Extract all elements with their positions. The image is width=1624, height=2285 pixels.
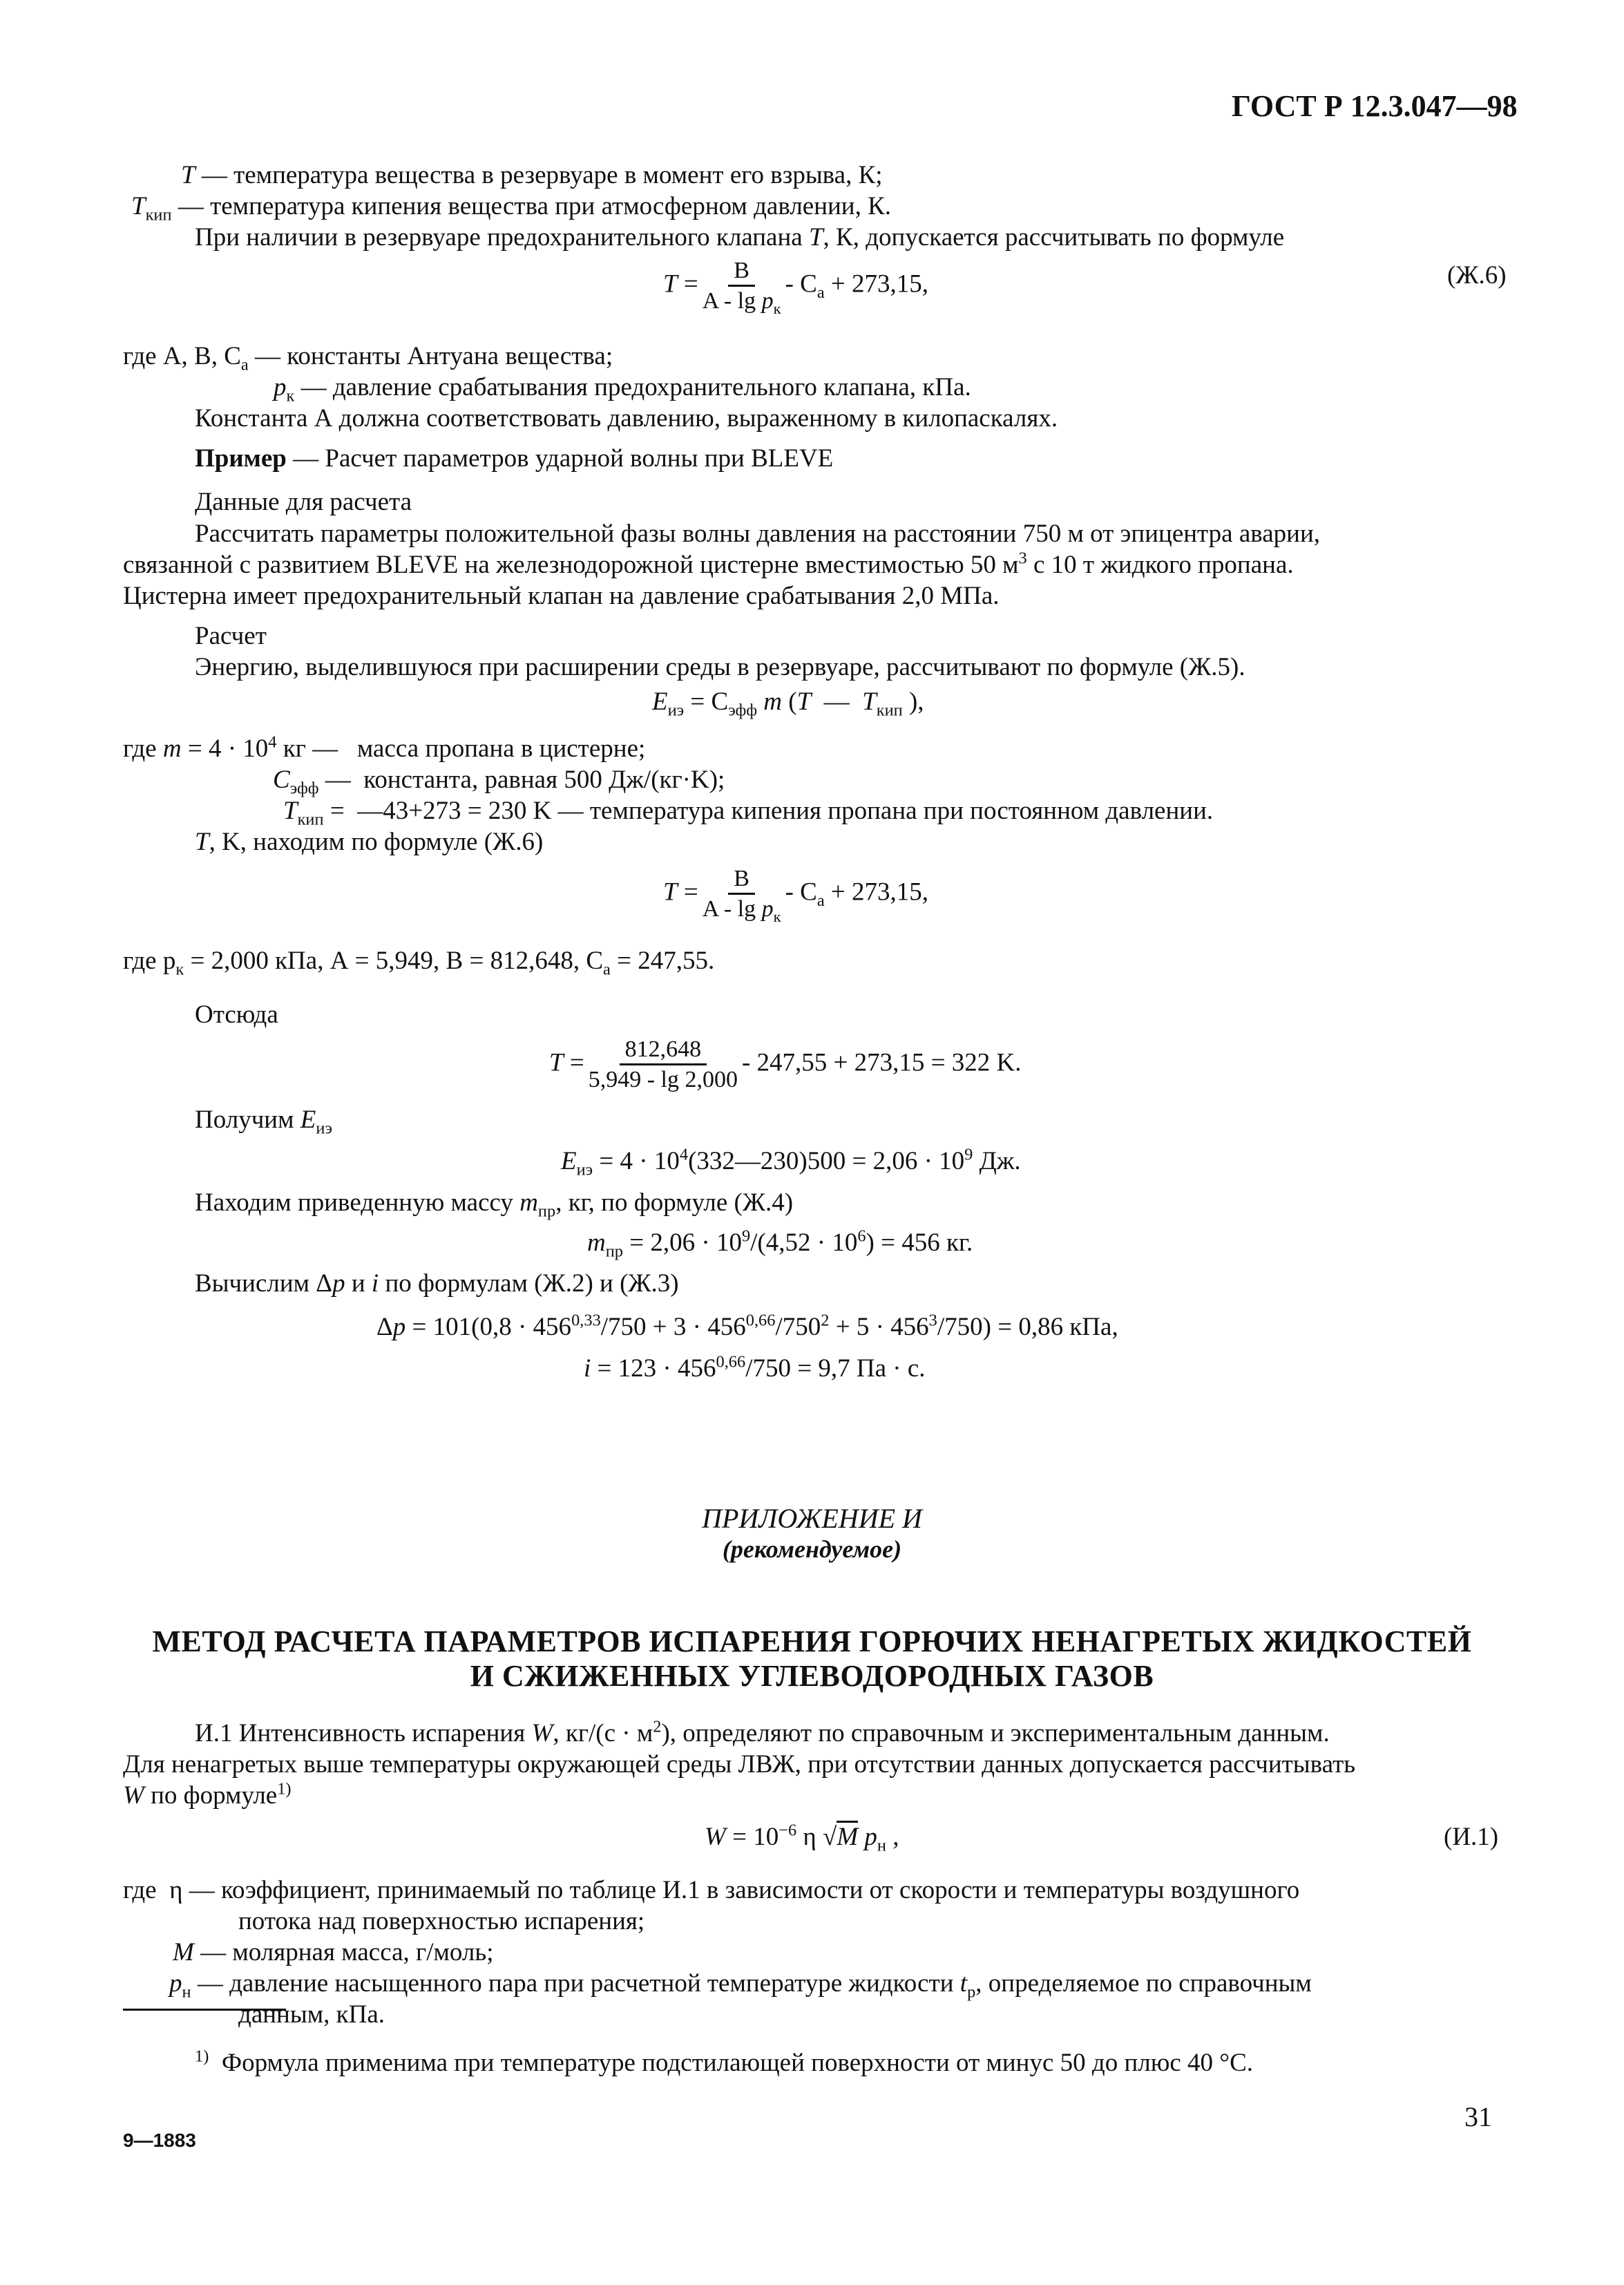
page-number: 31	[1464, 2101, 1492, 2132]
const-a: Константа А должна соответствовать давлению, выраженному в килопаскалях.	[195, 404, 1058, 433]
i1-line-2: Для ненагретых выше температуры окружающей среды ЛВЖ, при отсутствии данных допускается рассчитывать	[123, 1750, 1356, 1779]
data-heading: Данные для расчета	[195, 488, 412, 516]
print-code: 9—1883	[123, 2130, 196, 2151]
def-antoine: где А, В, $C_a$ — константы Антуана вещества;	[123, 342, 613, 374]
appendix-subtitle: (рекомендуемое)	[722, 1535, 902, 1563]
appendix-title: ПРИЛОЖЕНИЕ И	[702, 1503, 922, 1534]
example: Пример — Расчет параметров ударной волны при BLEVE	[195, 444, 834, 473]
i1-line-1: И.1 Интенсивность испарения W, $кг/(с \cdot м^2)$, определяют по справочным и экспериментальным данным.	[195, 1717, 1330, 1747]
section-title-2: И СЖИЖЕННЫХ УГЛЕВОДОРОДНЫХ ГАЗОВ	[470, 1659, 1154, 1693]
formula-i1-label: (И.1)	[1444, 1823, 1499, 1851]
calc-dp: Вычислим Δp и i по формулам (Ж.2) и (Ж.3)	[195, 1269, 679, 1298]
formula-j6-label: (Ж.6)	[1447, 261, 1507, 290]
footnote: $^{1)}$ Формула применима при температуре подстилающей поверхности от минус 50 до плюс 40 °С.	[195, 2047, 1253, 2077]
find-t: T, K, находим по формуле (Ж.6)	[195, 828, 544, 856]
def-tkip: $T_{кип}$ — температура кипения вещества при атмосферном давлении, К.	[131, 192, 892, 225]
data-line-2: связанной с развитием BLEVE на железнодорожной цистерне вместимостью 50 $м^3$ с 10 т жидкого пропана.	[123, 549, 1294, 579]
section-title-1: МЕТОД РАСЧЕТА ПАРАМЕТРОВ ИСПАРЕНИЯ ГОРЮЧИХ НЕНАГРЕТЫХ ЖИДКОСТЕЙ	[152, 1624, 1472, 1658]
def-m-molar: M — молярная масса, г/моль;	[173, 1938, 494, 1966]
def-pn: $p_н$ — давление насыщенного пара при расчетной температуре жидкости $t_р$, определяемое по справочным	[169, 1969, 1312, 2002]
footnote-divider	[123, 2009, 286, 2011]
formula-e: $E_{иэ} = C_{эфф}$ m (T — $T_{кип}$ ),	[652, 688, 924, 720]
def-pk: $p_к$ — давление срабатывания предохранительного клапана, кПа.	[274, 373, 971, 406]
def-eta: где η — коэффициент, принимаемый по таблице И.1 в зависимости от скорости и температуры воздушного	[123, 1876, 1300, 1904]
formula-j6-repeat: T = $\frac{B}{A - \lg p_к}$ - $C_a + 273,15$,	[663, 866, 929, 926]
formula-i1: $W = 10^{-6}$ η √M $p_н$ ,	[705, 1821, 899, 1855]
formula-dp: $\Delta p = 101(0,8 \cdot 456^{0,33}/750 + 3 \cdot 456^{0,66}/750^2 + 5 \cdot 456^3/750) = 0,86$ кПа,	[376, 1311, 1118, 1341]
def-t: T — температура вещества в резервуаре в момент его взрыва, К;	[181, 161, 883, 189]
find-m: Находим приведенную массу $m_{пр}$, кг, по формуле (Ж.4)	[195, 1188, 794, 1221]
standard-header: ГОСТ Р 12.3.047—98	[1232, 89, 1518, 123]
formula-e2: $E_{иэ} = 4$ · $10^4(332—230)500 = 2,06 \cdot 10^9$ Дж.	[561, 1145, 1021, 1179]
formula-m: $m_{пр} = 2,06 \cdot 10^9/(4,52 \cdot 10^6) = 456$ кг.	[587, 1226, 973, 1261]
def-ceff: $C_{эфф}$ — константа, равная 500 Дж/(кг·K);	[273, 766, 725, 798]
otsyuda: Отсюда	[195, 1001, 278, 1029]
def-pn-2: данным, кПа.	[238, 2000, 385, 2029]
formula-i: $i = 123 \cdot 456^{0,66}/750 = 9,7$ Па · с.	[584, 1352, 926, 1383]
def-m: где $m = 4 \cdot 10^4$ кг — масса пропана в цистерне;	[123, 732, 646, 763]
calc-text: Энергию, выделившуюся при расширении среды в резервуаре, рассчитывают по формуле (Ж.5).	[195, 653, 1245, 681]
calc-heading: Расчет	[195, 622, 267, 650]
params: где $p_к = 2,000$ кПа, А = 5,949, B = 812,648, $C_a = 247,55$.	[123, 947, 715, 979]
data-line-1: Рассчитать параметры положительной фазы волны давления на расстоянии 750 м от эпицентра аварии,	[195, 520, 1321, 548]
def-eta-2: потока над поверхностью испарения;	[238, 1907, 645, 1935]
data-line-3: Цистерна имеет предохранительный клапан на давление срабатывания 2,0 МПа.	[123, 582, 1000, 610]
formula-t-numeric: T = $\frac{812,648}{5,949 - \lg 2,000}$ - 247,55 + 273,15 = 322 K.	[549, 1036, 1022, 1093]
formula-j6: T = $\frac{B}{A - \lg p_к}$ - $C_a + 273,15$,	[663, 258, 929, 318]
def-tkip2: $T_{кип}$ = —43+273 = 230 K — температура кипения пропана при постоянном давлении.	[283, 797, 1214, 829]
poluchim: Получим $E_{иэ}$	[195, 1106, 332, 1138]
i1-line-3: W по формуле$^{1)}$	[123, 1779, 292, 1810]
para-valve: При наличии в резервуаре предохранительного клапана T, К, допускается рассчитывать по формуле	[195, 223, 1285, 252]
